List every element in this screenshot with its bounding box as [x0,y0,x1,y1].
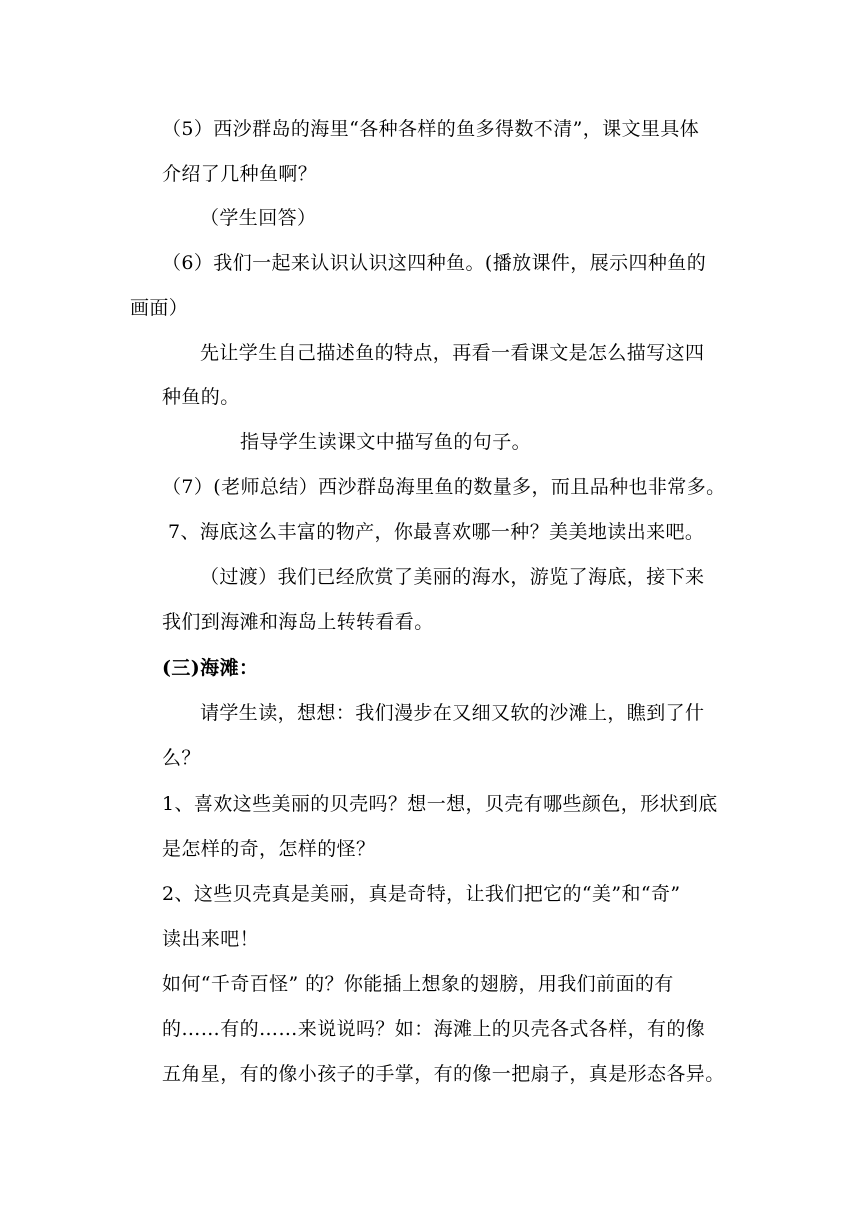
beach-question-line-1: 请学生读，想想：我们漫步在又细又软的沙滩上，瞧到了什 [200,702,705,724]
item-1-line-2: 是怎样的奇，怎样的怪？ [162,838,376,860]
imagination-line-2: 的……有的……来说说吗？如：海滩上的贝壳各式各样，有的像 [162,1018,706,1040]
item-7-line: 7、海底这么丰富的物产，你最喜欢哪一种？美美地读出来吧。 [168,521,705,543]
item-2-line-1: 2、这些贝壳真是美丽，真是奇特，让我们把它的“美”和“奇” [162,883,681,905]
fish-description-line-1: 先让学生自己描述鱼的特点，再看一看课文是怎么描写这四 [200,342,705,364]
fish-description-line-2: 种鱼的。 [162,386,240,408]
question-6-line-2: 画面） [130,297,189,319]
question-5-line-1: （5）西沙群岛的海里“各种各样的鱼多得数不清”，课文里具体 [162,118,700,140]
beach-question-line-2: 么？ [162,747,201,769]
imagination-line-1: 如何“千奇百怪” 的？你能插上想象的翅膀，用我们前面的有 [162,973,674,995]
imagination-line-3: 五角星，有的像小孩子的手掌，有的像一把扇子，真是形态各异。 [162,1063,725,1085]
transition-line-1: （过渡）我们已经欣赏了美丽的海水，游览了海底，接下来 [200,566,705,588]
item-1-line-1: 1、喜欢这些美丽的贝壳吗？想一想，贝壳有哪些颜色，形状到底 [162,793,718,815]
item-2-line-2: 读出来吧！ [162,928,260,950]
question-5-line-2: 介绍了几种鱼啊？ [162,163,318,185]
student-answer-note: （学生回答） [200,207,317,229]
reading-guidance-line: 指导学生读课文中描写鱼的句子。 [240,431,532,453]
question-7-line: （7）(老师总结）西沙群岛海里鱼的数量多，而且品种也非常多。 [162,476,726,498]
section-heading-beach: (三)海滩： [162,657,259,679]
question-6-line-1: （6）我们一起来认识认识这四种鱼。(播放课件，展示四种鱼的 [162,252,707,274]
transition-line-2: 我们到海滩和海岛上转转看看。 [162,611,434,633]
